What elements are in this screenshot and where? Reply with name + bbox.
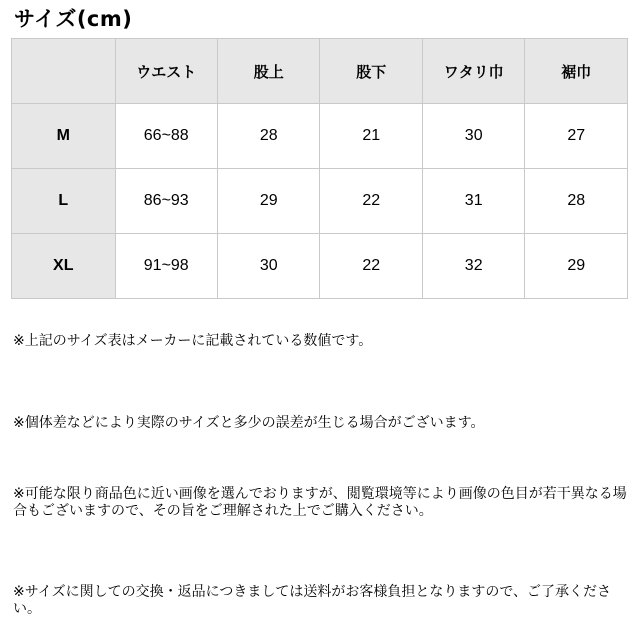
table-cell: 30 [422, 104, 524, 169]
table-row [12, 169, 628, 234]
size-table [11, 38, 628, 299]
table-cell: 32 [422, 234, 524, 299]
row-header-size: M [12, 104, 116, 169]
column-header-hem-width: 裾巾 [525, 39, 628, 104]
table-cell: 21 [320, 104, 422, 169]
note-measurement-source: ※上記のサイズ表はメーカーに記載されている数値です。 [13, 333, 373, 349]
note-individual-variance: ※個体差などにより実際のサイズと多少の誤差が生じる場合がございます。 [13, 415, 485, 431]
table-cell: 91~98 [115, 234, 217, 299]
note-color-disclaimer: ※可能な限り商品色に近い画像を選んでおりますが、閲覧環境等により画像の色目が若干異なる場合もございますので、その旨をご理解された上でご購入ください。 [13, 486, 627, 519]
table-cell: 66~88 [115, 104, 217, 169]
table-cell: 28 [217, 104, 319, 169]
row-header-size: XL [12, 234, 116, 299]
note-return-policy: ※サイズに関しての交換・返品につきましては送料がお客様負担となりますので、ご了承ください。 [13, 584, 612, 617]
table-cell: 22 [320, 234, 422, 299]
column-header-waist: ウエスト [115, 39, 217, 104]
table-corner-cell [12, 39, 116, 104]
row-header-size: L [12, 169, 116, 234]
table-cell: 28 [525, 169, 628, 234]
table-cell: 22 [320, 169, 422, 234]
table-cell: 86~93 [115, 169, 217, 234]
page-title: サイズ(cm) [14, 7, 133, 31]
column-header-thigh-width: ワタリ巾 [422, 39, 524, 104]
column-header-inseam: 股下 [320, 39, 422, 104]
table-cell: 27 [525, 104, 628, 169]
table-row [12, 104, 628, 169]
column-header-rise: 股上 [217, 39, 319, 104]
table-cell: 30 [217, 234, 319, 299]
table-cell: 29 [217, 169, 319, 234]
table-cell: 29 [525, 234, 628, 299]
table-cell: 31 [422, 169, 524, 234]
table-header-row [12, 39, 628, 104]
table-row [12, 234, 628, 299]
